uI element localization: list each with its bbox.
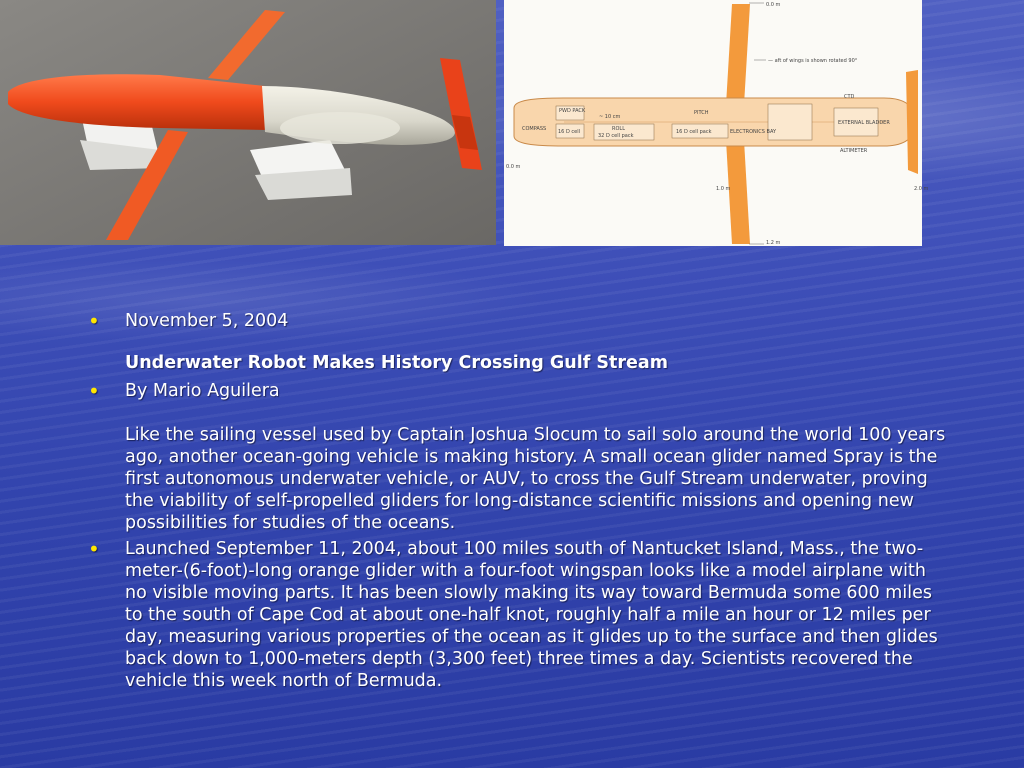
diagram-label-pwd-pack: PWD PACK [559, 108, 586, 114]
diagram-label-external-bladder: EXTERNAL BLADDER [838, 120, 890, 126]
diagram-label-left-dim: 0.0 m [506, 164, 521, 170]
diagram-label-roll: ROLL [612, 126, 625, 132]
diagram-label-compass: COMPASS [522, 126, 547, 132]
diagram-label-16d-cell: 16 D cell [558, 129, 580, 135]
bullet-item-byline [88, 380, 948, 534]
diagram-label-altimeter: ALTIMETER [840, 148, 868, 154]
article-date: November 5, 2004 [125, 311, 289, 331]
diagram-label-side-dim-1: 1.0 m [716, 186, 731, 192]
diagram-label-ctd: CTD [844, 94, 855, 100]
glider-diagram-image [504, 0, 929, 246]
glider-photo [0, 0, 496, 245]
diagram-label-32d-cell: 32 D cell pack [598, 133, 634, 139]
glider-photo-image [0, 0, 496, 245]
bullet-icon: • [88, 309, 100, 333]
glider-diagram [504, 0, 929, 246]
diagram-label-top-dim: 0.0 m [766, 2, 781, 8]
article-headline: Underwater Robot Makes History Crossing Gulf Stream [125, 353, 668, 373]
diagram-label-bottom-dim: 1.2 m [766, 240, 781, 246]
diagram-bottom-wing [726, 140, 750, 244]
diagram-label-electronics-bay: ELECTRONICS BAY [730, 129, 777, 135]
bullet-icon: • [88, 537, 100, 561]
article-paragraph-2: Launched September 11, 2004, about 100 miles south of Nantucket Island, Mass., the two-meter-(6-foot)-long orange glider with a four-foot wingspan looks like a model airplane with no visible moving parts. It has been slowly making its way toward Bermuda some 600 miles to the south of Cape Cod at about one-half knot, roughly half a mile an hour or 12 miles per day, measuring various properties of the ocean as it glides up to the surface and then glides back down to 1,000-meters depth (3,300 feet) three times a day. Scientists recovered the vehicle this week north of Bermuda. [125, 539, 938, 691]
article-paragraph-1: Like the sailing vessel used by Captain Joshua Slocum to sail solo around the world 100 years ago, another ocean-going vehicle is making history. A small ocean glider named Spray is the first autonomous underwater vehicle, or AUV, to cross the Gulf Stream underwater, proving the viability of self-propelled gliders for long-distance scientific missions and opening new possibilities for studies of the oceans. [125, 425, 946, 533]
article-byline: By Mario Aguilera [125, 381, 280, 401]
diagram-label-wing-note: — aft of wings is shown rotated 90° [768, 58, 858, 64]
diagram-label-pitch: PITCH [694, 110, 709, 116]
diagram-label-len-dim: ~ 10 cm [599, 114, 621, 120]
slide-body [88, 310, 948, 692]
bullet-item-date [88, 310, 948, 374]
bullet-item-launch [88, 538, 948, 692]
diagram-label-side-dim-2: 2.0 m [914, 186, 929, 192]
diagram-label-16d-pack: 16 D cell pack [676, 129, 712, 135]
diagram-top-wing [726, 4, 750, 105]
bullet-icon: • [88, 379, 100, 403]
